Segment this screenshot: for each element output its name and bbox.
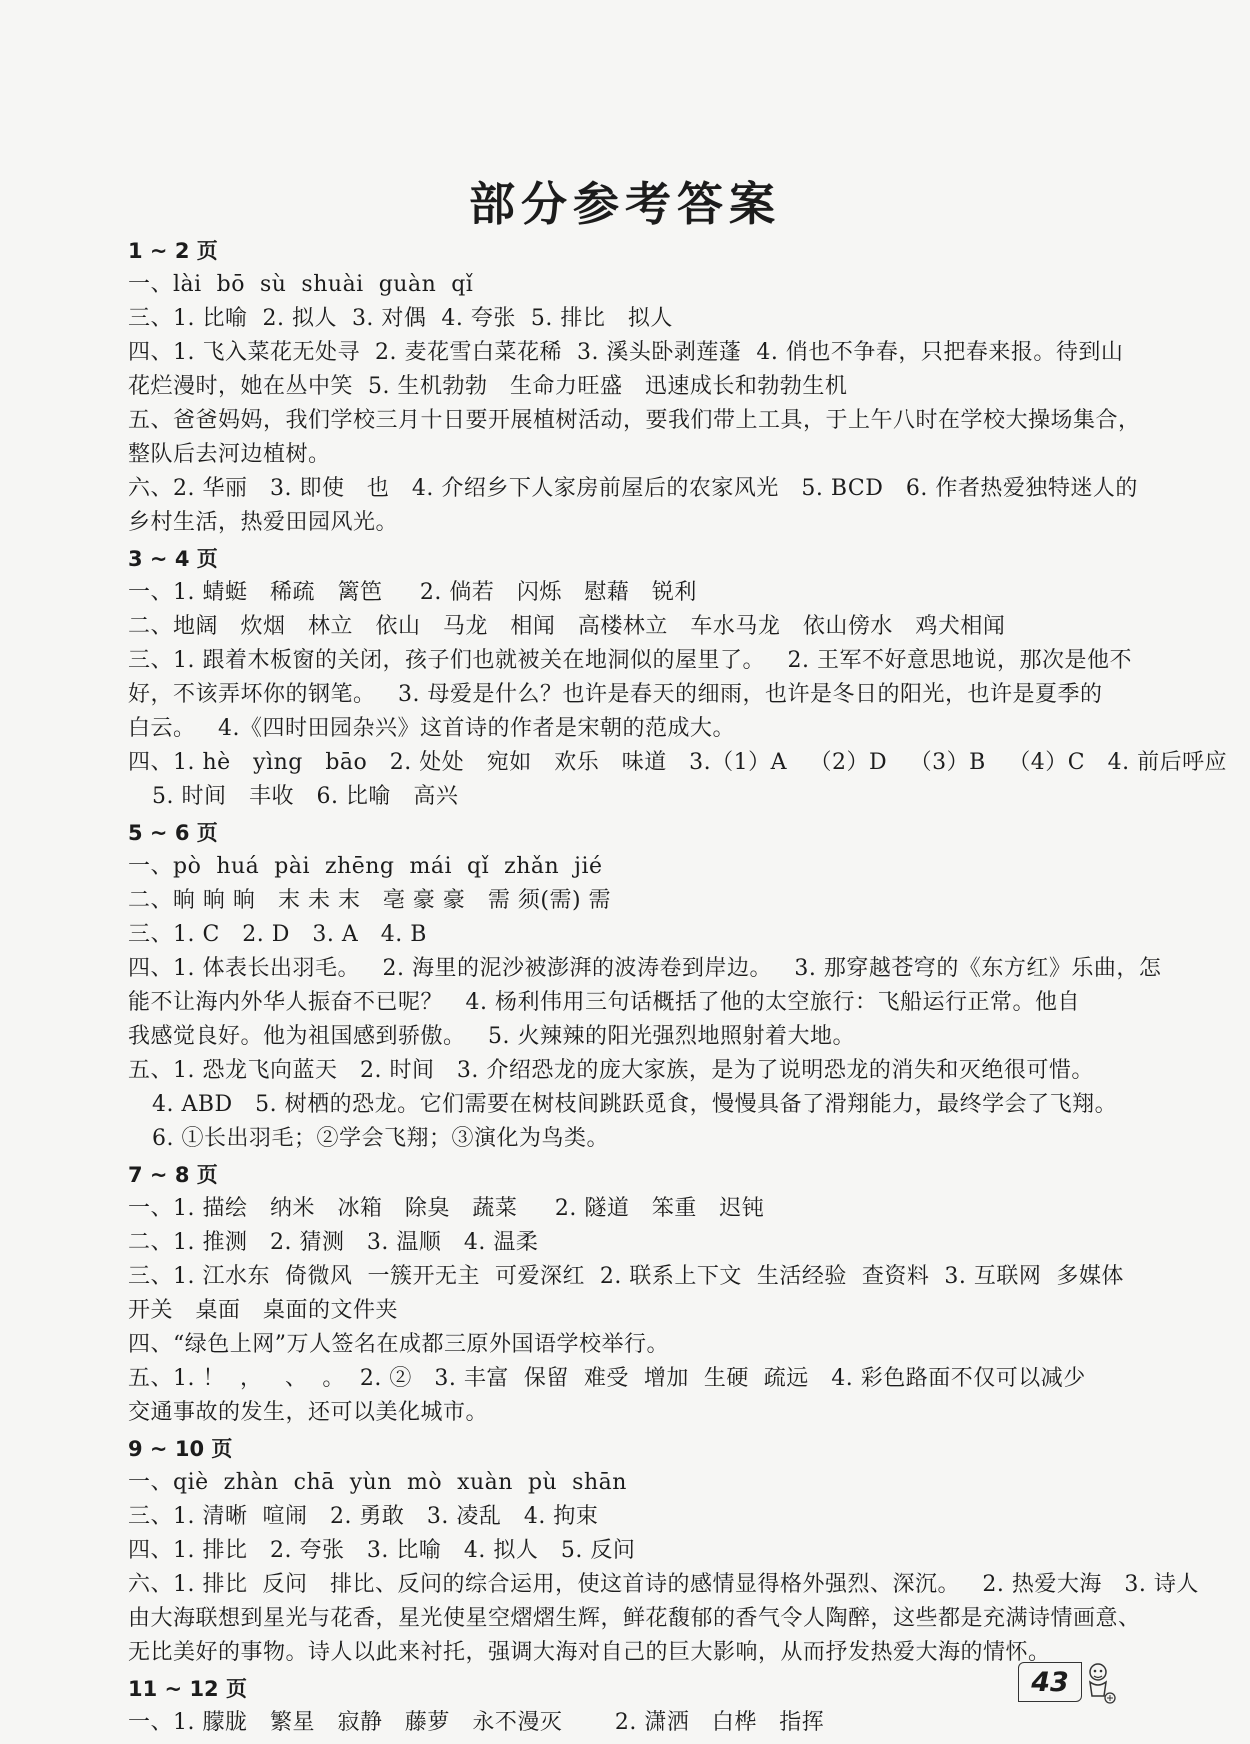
answer-line: 白云。 4.《四时田园杂兴》这首诗的作者是宋朝的范成大。 bbox=[128, 716, 735, 741]
answer-line: 一、1. 朦胧 繁星 寂静 藤萝 永不漫灭 2. 潇洒 白桦 指挥 bbox=[128, 1710, 825, 1735]
page-title: 部分参考答案 bbox=[469, 177, 781, 231]
section-heading: 1 ~ 2 页 bbox=[128, 239, 218, 263]
answer-line: 四、1. hè yìng bāo 2. 处处 宛如 欢乐 味道 3.（1）A （2）D （3）B （4）C 4. 前后呼应 bbox=[128, 750, 1228, 775]
section-heading: 9 ~ 10 页 bbox=[128, 1437, 233, 1461]
answer-line: 6. ①长出羽毛；②学会飞翔；③演化为鸟类。 bbox=[152, 1126, 609, 1151]
answer-line: 5. 时间 丰收 6. 比喻 高兴 bbox=[152, 784, 459, 809]
answer-line: 五、爸爸妈妈，我们学校三月十日要开展植树活动，要我们带上工具，于上午八时在学校大操场集合， bbox=[128, 408, 1141, 433]
answer-line: 四、1. 飞入菜花无处寻 2. 麦花雪白菜花稀 3. 溪头卧剥莲蓬 4. 俏也不争春，只把春来报。待到山 bbox=[128, 340, 1124, 365]
answer-line: 六、1. 排比 反问 排比、反问的综合运用，使这首诗的感情显得格外强烈、深沉。 2. 热爱大海 3. 诗人 bbox=[128, 1572, 1199, 1597]
answer-line: 我感觉良好。他为祖国感到骄傲。 5. 火辣辣的阳光强烈地照射着大地。 bbox=[128, 1024, 855, 1049]
section-heading: 11 ~ 12 页 bbox=[128, 1677, 247, 1701]
section-heading: 7 ~ 8 页 bbox=[128, 1163, 218, 1187]
answer-line: 一、lài bō sù shuài guàn qǐ bbox=[128, 272, 474, 297]
answer-line: 三、1. 跟着木板窗的关闭，孩子们也就被关在地洞似的屋里了。 2. 王军不好意思地说，那次是他不 bbox=[128, 648, 1132, 673]
answer-line: 一、pò huá pài zhēng mái qǐ zhǎn jié bbox=[128, 854, 603, 879]
answer-line: 六、2. 华丽 3. 即使 也 4. 介绍乡下人家房前屋后的农家风光 5. BCD 6. 作者热爱独特迷人的 bbox=[128, 476, 1138, 501]
section-heading: 5 ~ 6 页 bbox=[128, 821, 218, 845]
answer-line: 三、1. 江水东 倚微风 一簇开无主 可爱深红 2. 联系上下文 生活经验 查资料 3. 互联网 多媒体 bbox=[128, 1264, 1124, 1289]
answer-line: 花烂漫时，她在丛中笑 5. 生机勃勃 生命力旺盛 迅速成长和勃勃生机 bbox=[128, 374, 848, 399]
answer-line: 4. ABD 5. 树栖的恐龙。它们需要在树枝间跳跃觅食，慢慢具备了滑翔能力，最终学会了飞翔。 bbox=[152, 1092, 1118, 1117]
section-heading: 3 ~ 4 页 bbox=[128, 547, 218, 571]
answer-line: 乡村生活，热爱田园风光。 bbox=[128, 510, 399, 535]
answer-line: 二、地阔 炊烟 林立 依山 马龙 相闻 高楼林立 车水马龙 依山傍水 鸡犬相闻 bbox=[128, 614, 1006, 639]
answer-line: 交通事故的发生，还可以美化城市。 bbox=[128, 1400, 489, 1425]
answer-line: 四、1. 排比 2. 夸张 3. 比喻 4. 拟人 5. 反问 bbox=[128, 1538, 636, 1563]
answer-line: 四、“绿色上网”万人签名在成都三原外国语学校举行。 bbox=[128, 1332, 669, 1357]
answer-line: 三、1. C 2. D 3. A 4. B bbox=[128, 922, 427, 947]
answer-line: 三、1. 清晰 喧闹 2. 勇敢 3. 凌乱 4. 拘束 bbox=[128, 1504, 599, 1529]
answer-line: 五、1. ！ ， 、 。 2. ② 3. 丰富 保留 难受 增加 生硬 疏远 4. 彩色路面不仅可以减少 bbox=[128, 1366, 1086, 1391]
answer-line: 无比美好的事物。诗人以此来衬托，强调大海对自己的巨大影响，从而抒发热爱大海的情怀。 bbox=[128, 1640, 1051, 1665]
answer-line: 四、1. 体表长出羽毛。 2. 海里的泥沙被澎湃的波涛卷到岸边。 3. 那穿越苍穹的《东方红》乐曲，怎 bbox=[128, 956, 1162, 981]
answer-line: 五、1. 恐龙飞向蓝天 2. 时间 3. 介绍恐龙的庞大家族，是为了说明恐龙的消失和灭绝很可惜。 bbox=[128, 1058, 1094, 1083]
answer-content bbox=[128, 232, 1228, 1740]
page-number: 43 bbox=[1018, 1662, 1082, 1702]
mascot-icon bbox=[1080, 1660, 1118, 1706]
answer-line: 三、1. 比喻 2. 拟人 3. 对偶 4. 夸张 5. 排比 拟人 bbox=[128, 306, 673, 331]
answer-line: 一、1. 描绘 纳米 冰箱 除臭 蔬菜 2. 隧道 笨重 迟钝 bbox=[128, 1196, 765, 1221]
answer-line: 好，不该弄坏你的钢笔。 3. 母爱是什么？也许是春天的细雨，也许是冬日的阳光，也许是夏季的 bbox=[128, 682, 1103, 707]
answer-line: 由大海联想到星光与花香，星光使星空熠熠生辉，鲜花馥郁的香气令人陶醉，这些都是充满诗情画意、 bbox=[128, 1606, 1141, 1631]
answer-line: 能不让海内外华人振奋不已呢？ 4. 杨利伟用三句话概括了他的太空旅行：飞船运行正常。他自 bbox=[128, 990, 1080, 1015]
answer-line: 二、1. 推测 2. 猜测 3. 温顺 4. 温柔 bbox=[128, 1230, 539, 1255]
answer-line: 一、1. 蜻蜓 稀疏 篱笆 2. 倘若 闪烁 慰藉 锐利 bbox=[128, 580, 697, 605]
answer-line: 二、晌 晌 晌 末 未 末 亳 豪 豪 需 须(需) 需 bbox=[128, 888, 612, 913]
answer-line: 整队后去河边植树。 bbox=[128, 442, 331, 467]
answer-line: 开关 桌面 桌面的文件夹 bbox=[128, 1298, 398, 1323]
answer-line: 一、qiè zhàn chā yùn mò xuàn pù shān bbox=[128, 1470, 627, 1495]
